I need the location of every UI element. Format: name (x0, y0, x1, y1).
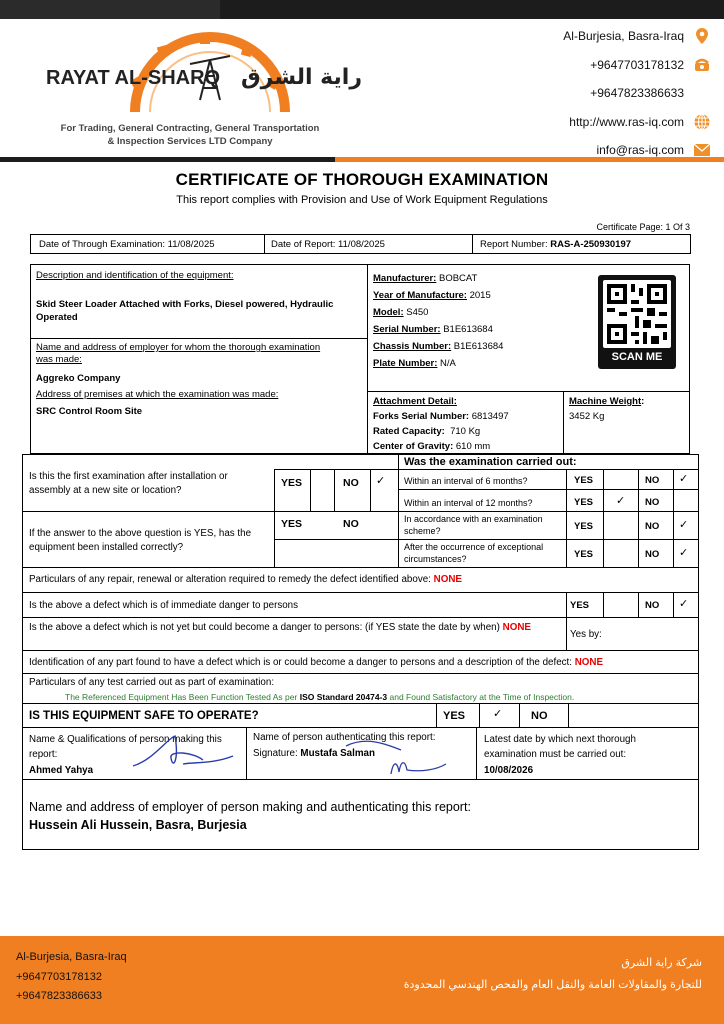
safe-yes-tick: ✓ (493, 708, 503, 720)
premises-label: Address of premises at which the examination was made: (36, 389, 279, 400)
contact-address: Al-Burjesia, Basra-Iraq (410, 22, 710, 51)
immediate-no-tick: ✓ (679, 598, 689, 610)
footer-phone-1: +9647703178132 (16, 970, 102, 983)
employer-value: Aggreko Company (36, 373, 121, 384)
employer-label: Name and address of employer for whom the thorough examination was made: (36, 342, 321, 365)
r1-no: NO (645, 475, 660, 486)
repair-label: Particulars of any repair, renewal or alteration required to remedy the defect identified above: (29, 574, 431, 585)
date-row (30, 234, 691, 254)
header-contacts (410, 22, 710, 165)
contact-email[interactable]: info@ras-iq.com (410, 136, 710, 165)
equipment-desc-label: Description and identification of the equipment: (36, 270, 234, 281)
r2-yes: YES (574, 497, 594, 508)
interval-scheme: In accordance with an examination scheme? (404, 514, 543, 536)
q2-yes: YES (281, 518, 303, 530)
location-pin-icon (694, 28, 710, 44)
qualifications-label: Name & Qualifications of person making this report: (29, 734, 222, 760)
reporter-signature (123, 730, 243, 776)
footer-address: Al-Burjesia, Basra-Iraq (16, 951, 127, 963)
immediate-danger-row (22, 592, 699, 618)
contact-phone-2: +9647823386633 (590, 86, 684, 101)
next-exam-label: Latest date by which next thorough examination must be carried out: (484, 734, 636, 760)
header-divider (0, 157, 724, 162)
contact-phone-1: +9647703178132 (410, 51, 710, 80)
safe-no: NO (531, 710, 548, 722)
footer-contacts (16, 948, 127, 1007)
test-label: Particulars of any test carried out as part of examination: (29, 677, 275, 688)
q1-yes: YES (281, 477, 303, 489)
safe-question: IS THIS EQUIPMENT SAFE TO OPERATE? (29, 710, 259, 722)
r4-no-tick: ✓ (679, 547, 689, 559)
identification-label: Identification of any part found to have a defect which is or could become a danger to persons and a description of the defect: (29, 657, 572, 668)
future-danger-value: NONE (502, 622, 531, 633)
immediate-no: NO (645, 600, 660, 611)
globe-icon (694, 114, 710, 130)
carried-out-heading: Was the examination carried out: (404, 456, 577, 468)
footer-company-ar: شركة راية الشرق للتجارة والمقاولات العامة والنقل العام والفحص الهندسي المحدودة (403, 957, 702, 991)
test-row (22, 673, 699, 704)
qr-code[interactable] (598, 275, 676, 369)
interval-6-months: Within an interval of 6 months? (404, 476, 528, 486)
mail-icon (694, 142, 710, 158)
company-tagline: For Trading, General Contracting, General Transportation & Inspection Services LTD Company (60, 123, 320, 147)
employer-of-reporter-block (22, 779, 699, 850)
question-installed-correctly: If the answer to the above question is YES, has the equipment been installed correctly? (29, 528, 252, 553)
r3-yes: YES (574, 521, 594, 532)
equipment-desc-value: Skid Steer Loader Attached with Forks, Diesel powered, Hydraulic Operated (36, 299, 334, 323)
safe-row (22, 703, 699, 728)
equipment-block (30, 264, 690, 454)
r4-yes: YES (574, 549, 594, 560)
r2-no: NO (645, 497, 660, 508)
r4-no: NO (645, 549, 660, 560)
authenticator-signature-line: Signature: Mustafa Salman (253, 748, 375, 759)
test-result: The Referenced Equipment Has Been Function Tested As per ISO Standard 20474-3 and Found Satisfactory at the Time of Inspection. (65, 692, 575, 702)
q1-no-tick: ✓ (376, 475, 386, 487)
question-first-exam: Is this the first examination after installation or assembly at a new site or location? (29, 471, 228, 496)
equipment-specs: Manufacturer: BOBCAT Year of Manufacture: 2015 Model: S450 Serial Number: B1E613684 Chassis Number: B1E613684 Plate Number: N/A (373, 273, 504, 369)
report-number: Report Number: RAS-A-250930197 (480, 239, 632, 250)
logo-text-ar: راية الشرق (240, 65, 362, 90)
r1-yes: YES (574, 475, 594, 486)
r1-no-tick: ✓ (679, 473, 689, 485)
qr-label: SCAN ME (611, 351, 663, 363)
safe-yes: YES (443, 710, 466, 722)
company-logo (40, 20, 370, 120)
reporter-employer-label: Name and address of employer of person making and authenticating this report: (29, 800, 471, 814)
future-danger-label: Is the above a defect which is not yet but could become a danger to persons: (if YES state the date by when) (29, 622, 500, 633)
page-indicator: Certificate Page: 1 Of 3 (596, 222, 690, 232)
premises-value: SRC Control Room Site (36, 406, 143, 417)
identification-row (22, 650, 699, 674)
repair-row (22, 567, 699, 593)
r2-yes-tick: ✓ (616, 495, 626, 507)
repair-value: NONE (433, 574, 462, 585)
page-title: CERTIFICATE OF THOROUGH EXAMINATION (175, 170, 549, 189)
page-footer (0, 936, 724, 1024)
reporter-employer-value: Hussein Ali Hussein, Basra, Burjesia (29, 818, 247, 832)
footer-phone-2: +9647823386633 (16, 990, 102, 1002)
r3-no: NO (645, 521, 660, 532)
page-subtitle: This report complies with Provision and Use of Work Equipment Regulations (176, 194, 548, 206)
q1-no: NO (343, 477, 359, 489)
machine-weight: Machine Weight: 3452 Kg (569, 396, 645, 422)
signature-row (22, 727, 699, 780)
future-danger-row (22, 617, 699, 651)
contact-website[interactable]: http://www.ras-iq.com (410, 108, 710, 137)
qualifications-name: Ahmed Yahya (29, 765, 94, 776)
exam-date: Date of Through Examination: 11/08/2025 (39, 239, 215, 250)
authenticator-signature (341, 732, 451, 778)
phone-icon (694, 57, 710, 73)
immediate-danger-label: Is the above a defect which is of immediate danger to persons (29, 600, 299, 611)
examination-block (22, 454, 699, 568)
interval-exceptional: After the occurrence of exceptional circumstances? (404, 542, 544, 564)
identification-value: NONE (574, 657, 604, 668)
authenticator-label: Name of person authenticating this report: (253, 732, 436, 743)
yes-by-label: Yes by: (570, 629, 602, 640)
interval-12-months: Within an interval of 12 months? (404, 498, 533, 508)
logo-text-en: RAYAT AL-SHARQ (46, 67, 221, 89)
report-date: Date of Report: 11/08/2025 (271, 239, 385, 250)
next-exam-date: 10/08/2026 (484, 765, 534, 776)
top-bar (0, 0, 724, 19)
attachment-details: Attachment Detail: Forks Serial Number: 6813497 Rated Capacity: 710 Kg Center of Gravity: 610 mm (373, 396, 509, 452)
q2-no: NO (343, 518, 359, 530)
immediate-yes: YES (570, 600, 590, 611)
r3-no-tick: ✓ (679, 519, 689, 531)
